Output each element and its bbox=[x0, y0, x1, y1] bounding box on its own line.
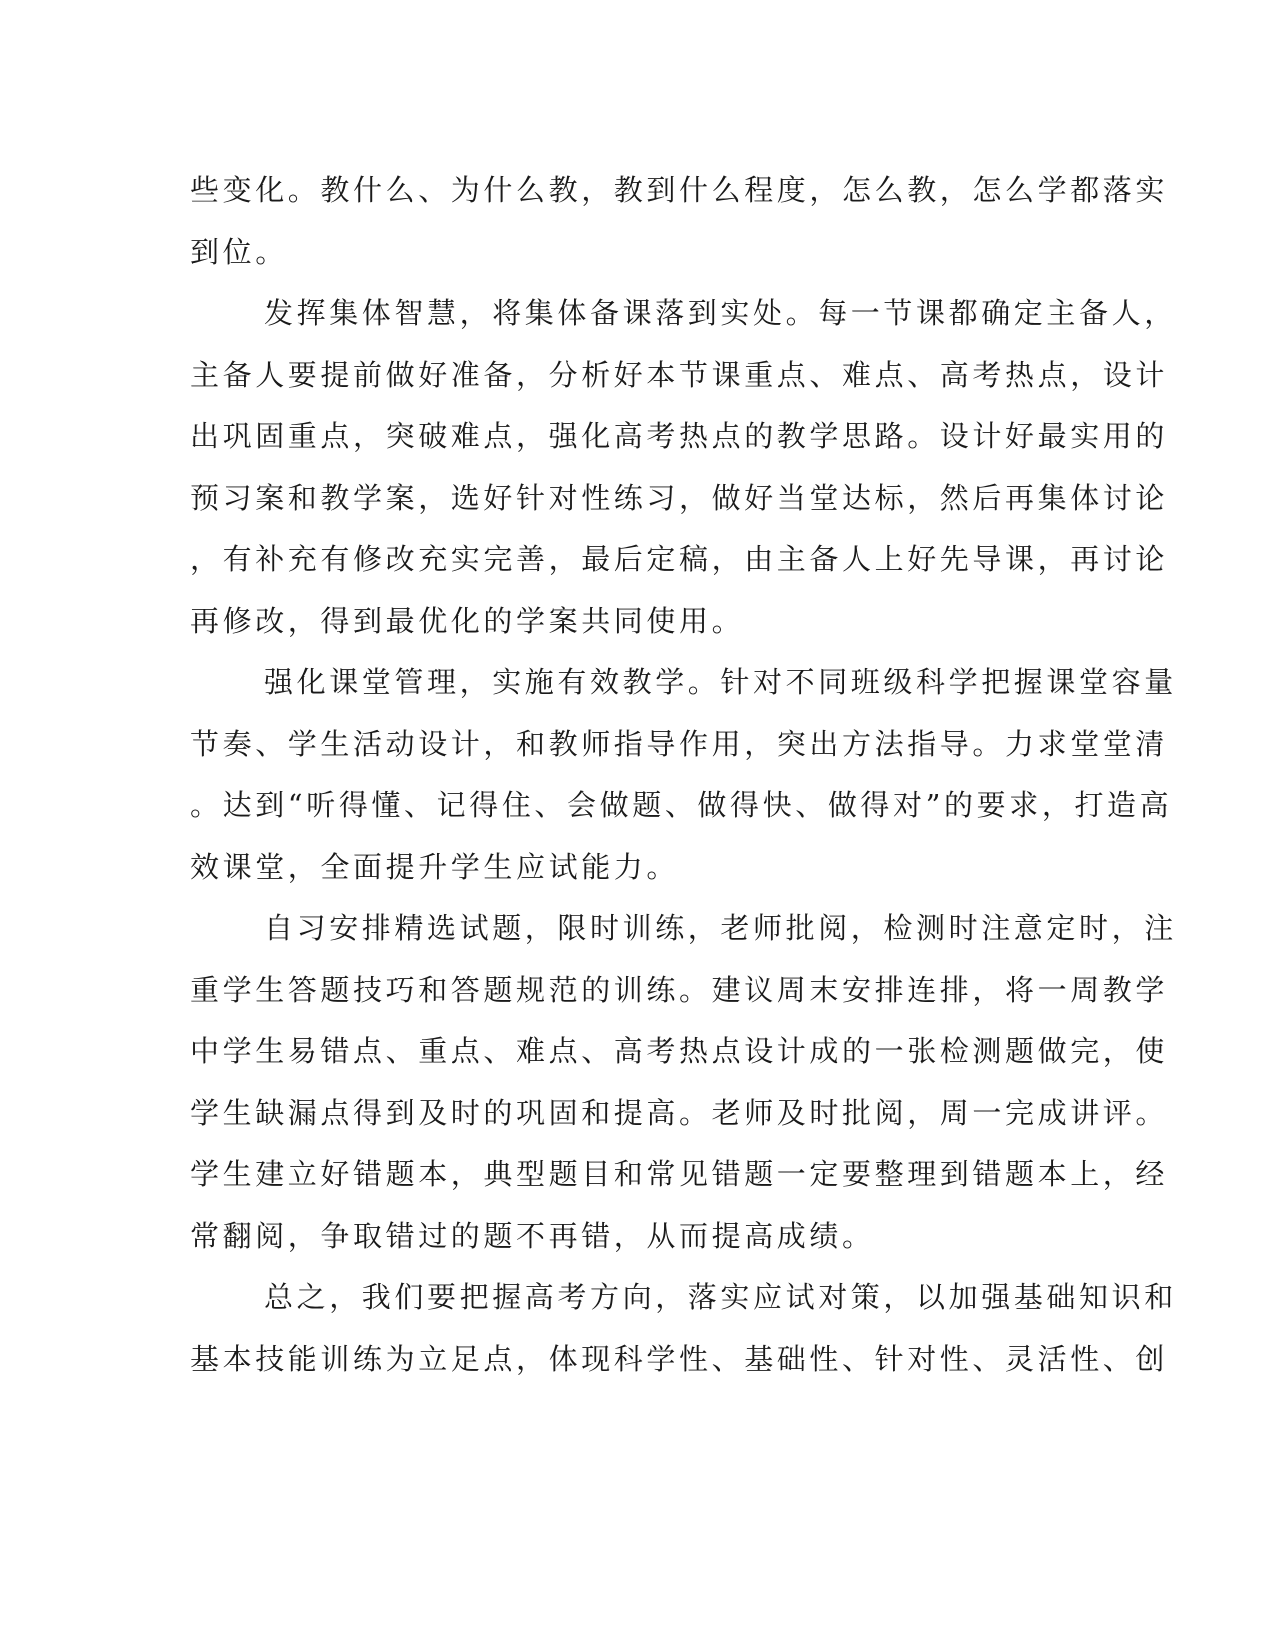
paragraph-start-line: 发挥集体智慧，将集体备课落到实处。每一节课都确定主备人， bbox=[264, 296, 1177, 330]
text-line: 节奏、学生活动设计，和教师指导作用，突出方法指导。力求堂堂清 bbox=[190, 726, 1169, 761]
text-line: 些变化。教什么、为什么教，教到什么程度，怎么教，怎么学都落实 bbox=[190, 173, 1169, 207]
text-line: 基本技能训练为立足点，体现科学性、基础性、针对性、灵活性、创 bbox=[190, 1341, 1169, 1376]
text-line: 中学生易错点、重点、难点、高考热点设计成的一张检测题做完，使 bbox=[190, 1034, 1169, 1068]
text-line: 。达到“听得懂、记得住、会做题、做得快、做得对”的要求，打造高 bbox=[190, 788, 1173, 822]
text-line: 出巩固重点，突破难点，强化高考热点的教学思路。设计好最实用的 bbox=[190, 419, 1169, 453]
text-line: 重学生答题技巧和答题规范的训练。建议周末安排连排，将一周教学 bbox=[190, 972, 1169, 1007]
text-line: 再修改，得到最优化的学案共同使用。 bbox=[190, 603, 745, 638]
paragraph-start-line: 总之，我们要把握高考方向，落实应试对策，以加强基础知识和 bbox=[264, 1280, 1177, 1314]
paragraph-start-line: 强化课堂管理，实施有效教学。针对不同班级科学把握课堂容量 bbox=[264, 665, 1177, 699]
text-line: 到位。 bbox=[190, 234, 288, 269]
text-line: 常翻阅，争取错过的题不再错，从而提高成绩。 bbox=[190, 1218, 875, 1253]
text-line: 预习案和教学案，选好针对性练习，做好当堂达标，然后再集体讨论 bbox=[190, 480, 1169, 515]
text-line: 主备人要提前做好准备，分析好本节课重点、难点、高考热点，设计 bbox=[190, 357, 1169, 392]
text-line: 效课堂，全面提升学生应试能力。 bbox=[190, 849, 680, 884]
text-line: 学生建立好错题本，典型题目和常见错题一定要整理到错题本上，经 bbox=[190, 1157, 1169, 1191]
body-text bbox=[190, 160, 1177, 1390]
paragraph-start-line: 自习安排精选试题，限时训练，老师批阅，检测时注意定时，注 bbox=[264, 911, 1177, 945]
text-line: ，有补充有修改充实完善，最后定稿，由主备人上好先导课，再讨论 bbox=[190, 542, 1169, 576]
text-line: 学生缺漏点得到及时的巩固和提高。老师及时批阅，周一完成讲评。 bbox=[190, 1095, 1169, 1130]
